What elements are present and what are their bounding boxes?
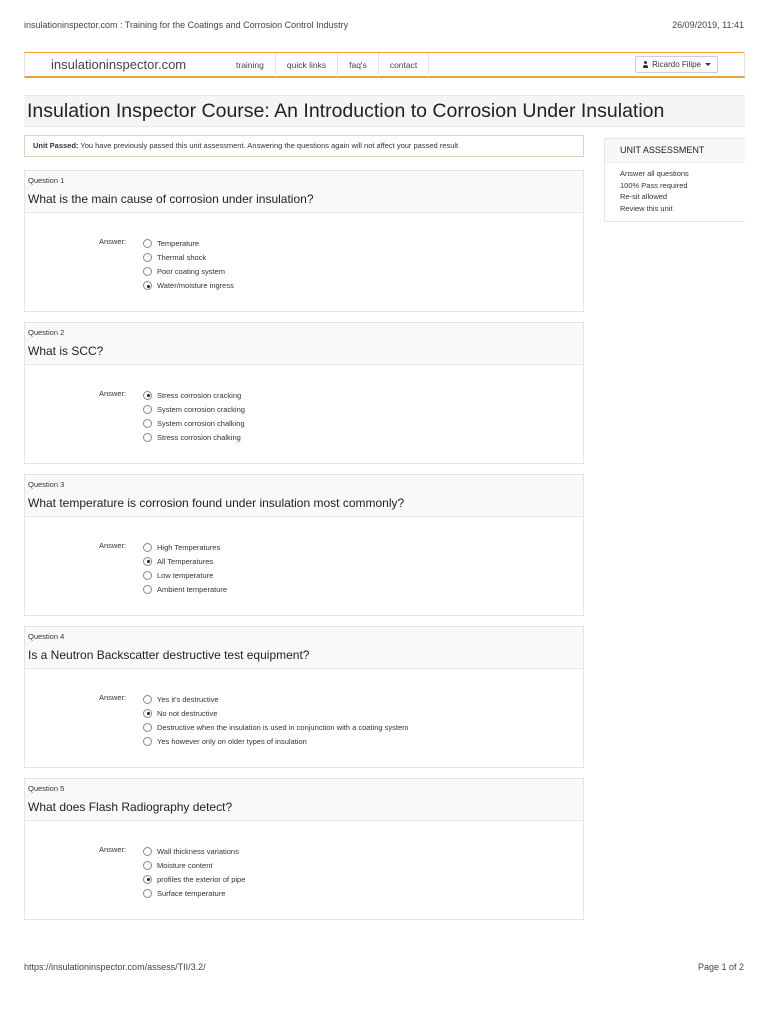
answer-option[interactable]: Surface temperature [143, 887, 245, 901]
answer-option[interactable]: Thermal shock [143, 250, 234, 264]
question-text: Is a Neutron Backscatter destructive test equipment? [28, 648, 310, 662]
unit-assessment-panel [604, 138, 745, 222]
user-menu-button[interactable] [635, 56, 718, 73]
nav-item-contact[interactable]: contact [378, 53, 429, 77]
sidebar-heading: UNIT ASSESSMENT [605, 139, 745, 163]
answer-option[interactable]: System corrosion chalking [143, 416, 245, 430]
answer-option[interactable]: Stress corrosion chalking [143, 431, 245, 445]
radio-button[interactable] [143, 267, 152, 276]
radio-button[interactable] [143, 433, 152, 442]
sidebar-list [605, 163, 745, 214]
question-number: Question 3 [28, 480, 65, 489]
answer-option[interactable]: All Temperatures [143, 554, 227, 568]
answer-label: Answer: [99, 389, 127, 398]
radio-button[interactable] [143, 253, 152, 262]
question-card-5 [24, 778, 584, 920]
question-header [25, 323, 583, 365]
nav-item-quick-links[interactable]: quick links [275, 53, 337, 77]
answer-option[interactable]: Ambient temperature [143, 583, 227, 597]
radio-button[interactable] [143, 875, 152, 884]
answer-option[interactable]: Stress corrosion cracking [143, 388, 245, 402]
question-number: Question 4 [28, 632, 65, 641]
sidebar-item: 100% Pass required [620, 180, 688, 190]
radio-button[interactable] [143, 405, 152, 414]
question-header [25, 171, 583, 213]
answer-label: Answer: [99, 541, 127, 550]
radio-button[interactable] [143, 889, 152, 898]
answer-options [143, 388, 245, 445]
page-title: Insulation Inspector Course: An Introduction to Corrosion Under Insulation [27, 100, 665, 122]
answer-option[interactable]: No not destructive [143, 706, 408, 720]
question-header [25, 779, 583, 821]
question-text: What temperature is corrosion found under insulation most commonly? [28, 496, 405, 510]
unit-passed-alert [24, 135, 584, 157]
question-number: Question 5 [28, 784, 65, 793]
answer-label: Answer: [99, 845, 127, 854]
radio-button[interactable] [143, 281, 152, 290]
brand-link[interactable]: insulationinspector.com [51, 57, 187, 72]
question-header [25, 475, 583, 517]
answer-options [143, 236, 234, 293]
answer-option[interactable]: Water/moisture ingress [143, 279, 234, 293]
answer-option[interactable]: Low temperature [143, 568, 227, 582]
sidebar-item: Answer all questions [620, 169, 689, 178]
question-number: Question 2 [28, 328, 65, 337]
question-number: Question 1 [28, 176, 65, 185]
answer-option[interactable]: High Temperatures [143, 540, 227, 554]
radio-button[interactable] [143, 695, 152, 704]
question-text: What does Flash Radiography detect? [28, 800, 233, 814]
question-text: What is SCC? [28, 344, 104, 358]
question-card-4 [24, 626, 584, 768]
answer-label: Answer: [99, 237, 127, 246]
radio-button[interactable] [143, 723, 152, 732]
radio-button[interactable] [143, 419, 152, 428]
answer-option[interactable]: profiles the exterior of pipe [143, 872, 245, 886]
question-card-3 [24, 474, 584, 616]
radio-button[interactable] [143, 861, 152, 870]
main-nav [225, 53, 429, 77]
radio-button[interactable] [143, 571, 152, 580]
sidebar-item: Re-sit allowed [620, 192, 668, 201]
print-header [24, 20, 744, 32]
answer-option[interactable]: System corrosion cracking [143, 402, 245, 416]
alert-message: You have previously passed this unit assessment. Answering the questions again will not affect your passed result [80, 141, 459, 150]
print-header-datetime: 26/09/2019, 11:41 [672, 20, 744, 30]
radio-button[interactable] [143, 585, 152, 594]
answer-option[interactable]: Temperature [143, 236, 234, 250]
caret-down-icon [705, 63, 711, 66]
question-card-1 [24, 170, 584, 312]
question-header [25, 627, 583, 669]
answer-options [143, 692, 408, 749]
nav-item-faqs[interactable]: faq's [337, 53, 378, 77]
answer-option[interactable]: Yes however only on older types of insulation [143, 735, 408, 749]
answer-label: Answer: [99, 693, 127, 702]
radio-button[interactable] [143, 847, 152, 856]
radio-button[interactable] [143, 543, 152, 552]
answer-option[interactable]: Moisture content [143, 858, 245, 872]
navbar [24, 52, 745, 78]
print-footer-page: Page 1 of 2 [697, 962, 744, 972]
radio-button[interactable] [143, 737, 152, 746]
sidebar-item-review-link[interactable]: Review this unit [620, 203, 673, 213]
answer-option[interactable]: Yes it's destructive [143, 692, 408, 706]
radio-button[interactable] [143, 391, 152, 400]
print-footer-url: https://insulationinspector.com/assess/TII/3.2/ [24, 962, 206, 972]
question-card-2 [24, 322, 584, 464]
print-header-title: insulationinspector.com : Training for the Coatings and Corrosion Control Industry [24, 20, 349, 30]
answer-option[interactable]: Destructive when the insulation is used in conjunction with a coating system [143, 720, 408, 734]
user-name: Ricardo Filipe [652, 60, 701, 69]
radio-button[interactable] [143, 709, 152, 718]
question-text: What is the main cause of corrosion under insulation? [28, 192, 314, 206]
radio-button[interactable] [143, 557, 152, 566]
alert-label: Unit Passed: [33, 141, 79, 150]
radio-button[interactable] [143, 239, 152, 248]
answer-option[interactable]: Poor coating system [143, 264, 234, 278]
answer-options [143, 844, 245, 901]
answer-option[interactable]: Wall thickness variations [143, 844, 245, 858]
user-icon [642, 61, 649, 68]
nav-item-training[interactable]: training [236, 60, 264, 70]
title-band [24, 95, 745, 127]
answer-options [143, 540, 227, 597]
